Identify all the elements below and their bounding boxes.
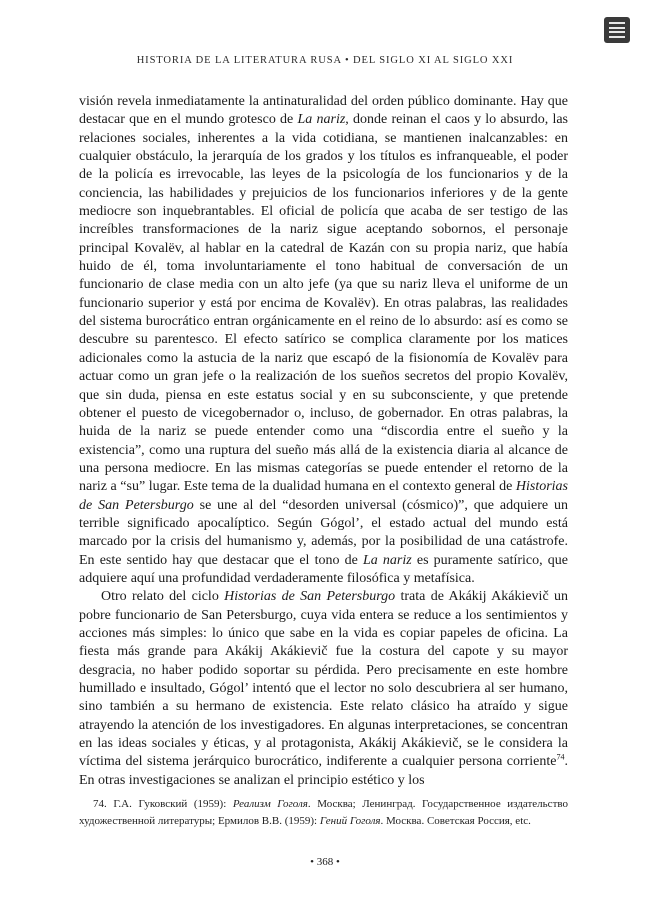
running-head: HISTORIA DE LA LITERATURA RUSA • DEL SIGLO XI AL SIGLO XXI: [136, 55, 514, 66]
italic-title: Historias de San Petersburgo: [224, 589, 396, 605]
footnote: [79, 796, 568, 829]
text-run: . Москва; Ленинград. Государственное издательство художественной литературы; Ермилов В.В. (1959):: [79, 798, 568, 827]
body-text: [79, 93, 568, 790]
italic-title: Гений Гоголя: [319, 814, 381, 827]
italic-title: La nariz: [362, 552, 412, 568]
paragraph: [79, 588, 568, 790]
text-run: . Москва. Советская Россия, etc.: [380, 814, 531, 827]
hamburger-menu-icon: [609, 36, 625, 38]
page-number: • 368 •: [310, 856, 340, 868]
hamburger-menu-icon: [609, 22, 625, 24]
italic-title: Реализм Гоголя: [232, 798, 308, 810]
paragraph: [79, 93, 568, 588]
text-run: es puramente satírico, que adquiere aquí una profundidad verdaderamente filosófica y metafísica.: [79, 552, 568, 586]
menu-button[interactable]: [604, 17, 630, 43]
text-run: se une al del “desorden universal (cósmico)”, que adquiere un terrible significado apocalíptico. Según Gógol’, el estado actual del mundo está marcado por la crisis del humanismo y, además, por la posibilidad de una catástrofe. En este sentido hay que destacar que el tono de: [79, 497, 568, 568]
hamburger-menu-icon: [609, 31, 625, 33]
italic-title: La nariz: [297, 112, 346, 128]
footnotes: [79, 796, 568, 829]
text-run: Otro relato del ciclo: [101, 589, 225, 605]
text-run: visión revela inmediatamente la antinaturalidad del orden público dominante. Hay que destacar que en el mundo grotesco de: [79, 94, 568, 128]
text-run: . En otras investigaciones se analizan el principio estético y los: [79, 754, 568, 788]
text-run: , donde reinan el caos y lo absurdo, las relaciones sociales, inherentes a la vida cotidiana, se mantienen inalcanzables: en cualquier obstáculo, la jerarquía de los grados y los títulos es infranqueable, el poder de la policía es irrevocable, las leyes de la psicología de los funcionarios y de la conciencia, las habilidades y prejuicios de los funcionarios inferiores y de la gente mediocre son inquebrantables. El oficial de policía que acaba de ser testigo de las increíbles transformaciones de la nariz sigue aceptando sobornos, el personaje principal Kovalëv, al hablar en la catedral de Kazán con su propia nariz, que había huido de él, toma involuntariamente el tono habitual de conversación de un funcionario de clase media con un alto jefe (ya que su nariz lleva el uniforme de un funcionario superior y está por encima de Kovalëv). En otras palabras, las realidades del sistema burocrático entran orgánicamente en el reino de lo absurdo: así es como se descubre su parentesco. El efecto satírico se complica claramente por los matices adicionales como la astucia de la nariz que escapó de la fisionomía de Kovalëv para actuar como un gran jefe o la realización de los sueños secretos del propio Kovalëv, que sin duda, piensa en este estatus social y en su subconsciente, y que pretende obtener el puesto de vicegobernador o, incluso, de gobernador. En otras palabras, la huida de la nariz se puede entender como una “discordia entre el sueño y la existencia”, como una ruptura del sueño más allá de la existencia diaria al alcance de una persona mediocre. En las mismas categorías se puede entender el retorno de la nariz a “su” lugar. Este tema de la dualidad humana en el contexto general de: [79, 112, 568, 495]
footnote-ref[interactable]: 74: [556, 752, 565, 762]
italic-title: Historias de San Petersburgo: [79, 479, 568, 513]
hamburger-menu-icon: [609, 27, 625, 29]
text-run: 74. Г.А. Гуковский (1959):: [93, 798, 233, 810]
text-run: trata de Akákij Akákievič un pobre funcionario de San Petersburgo, cuya vida entera se reduce a los sentimientos y acciones más simples: lo único que sabe en la vida es copiar papeles de oficina. La fiesta más grande para Akákij Akákievič fue la costura del capote y su mayor desgracia, no haber podido soportar su pérdida. Pero precisamente en este hombre humillado e insultado, Gógol’ intentó que el lector no solo descubriera al ser humano, sino también a su hermano de existencia. Este relato clásico ha atraído y sigue atrayendo la atención de los investigadores. En algunas interpretaciones, se concentran en las ideas sociales y éticas, y al protagonista, Akákij Akákievič, se le considera la víctima del sistema jerárquico burocrático, indiferente a cualquier persona corriente: [79, 589, 568, 770]
